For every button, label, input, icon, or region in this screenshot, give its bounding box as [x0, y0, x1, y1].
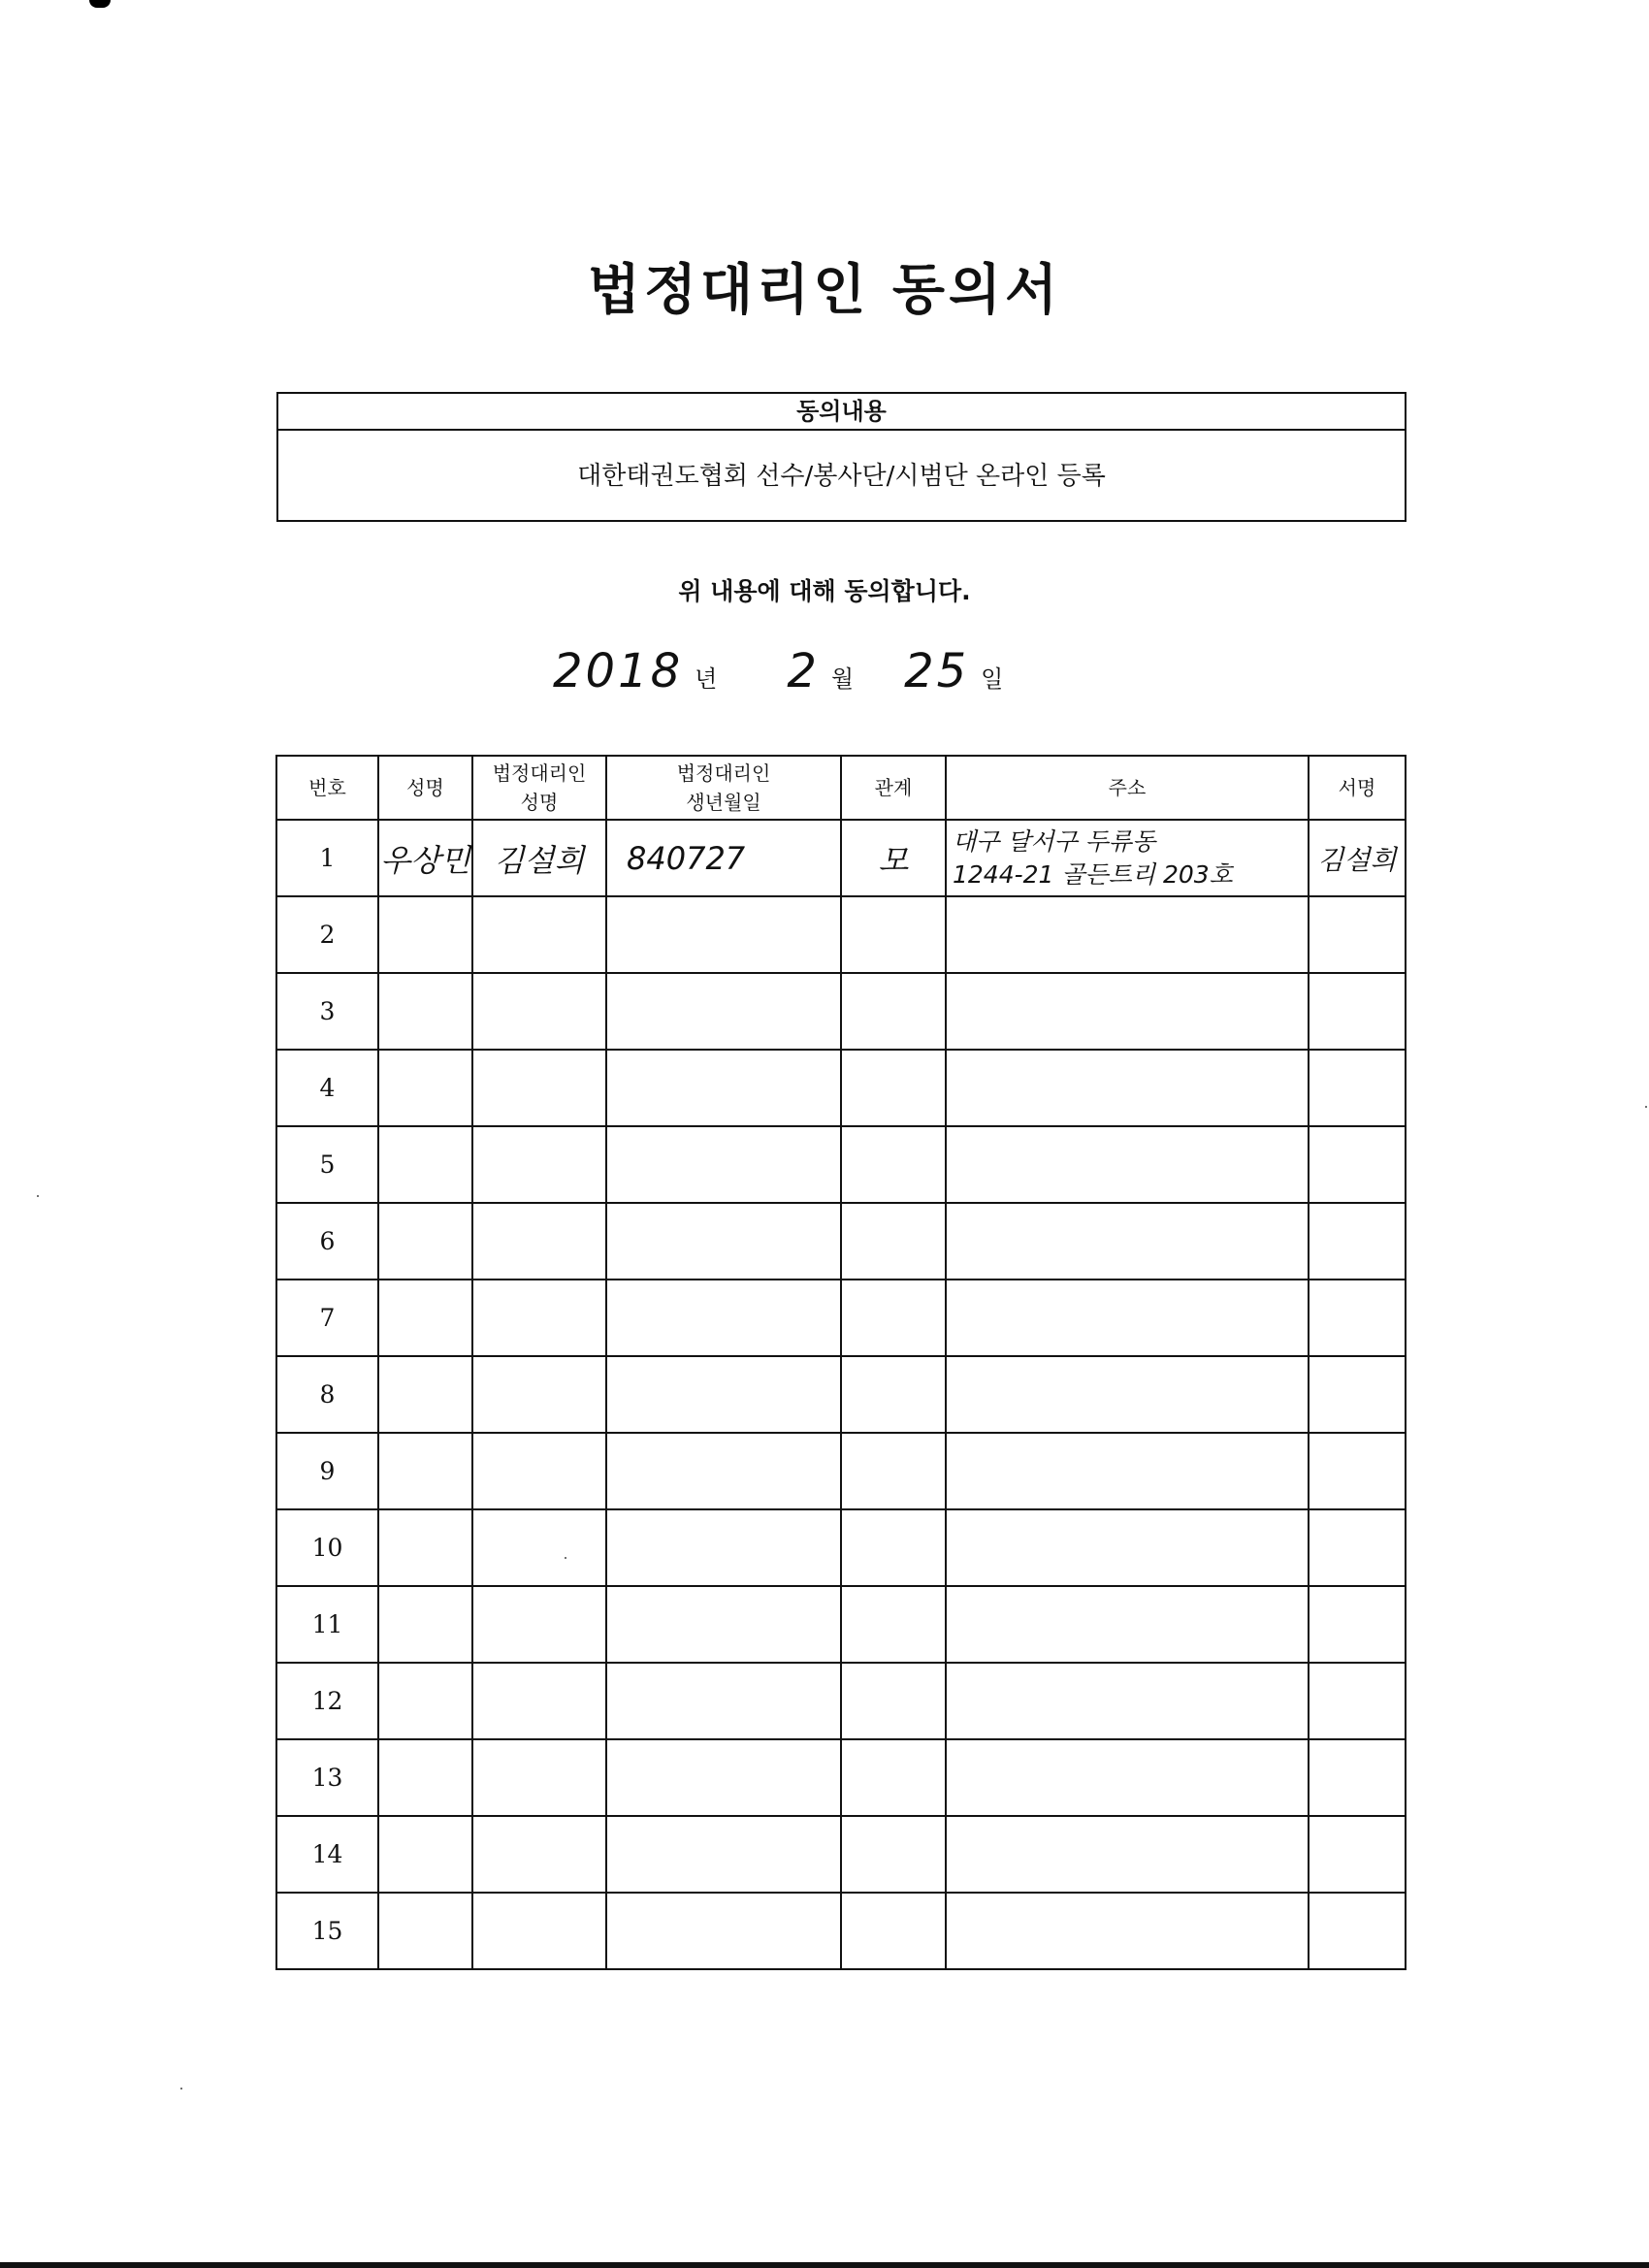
header-rep-name	[472, 756, 606, 820]
consent-body: 대한태권도협회 선수/봉사단/시범단 온라인 등록	[577, 462, 1106, 491]
table-row	[276, 1126, 1406, 1203]
cell-rep-name	[472, 973, 606, 1050]
cell-relation	[841, 1280, 946, 1356]
cell-rep-birth	[606, 1280, 841, 1356]
cell-name	[378, 1126, 472, 1203]
cell-no: 12	[276, 1663, 378, 1739]
cell-rep-birth: 840727	[606, 820, 841, 896]
cell-signature	[1309, 1893, 1406, 1969]
date-year-unit: 년	[695, 665, 718, 693]
consent-header: 동의내용	[278, 394, 1405, 431]
cell-no: 9	[276, 1433, 378, 1509]
cell-address	[946, 1280, 1309, 1356]
table-body	[276, 820, 1406, 1969]
cell-rep-birth	[606, 1126, 841, 1203]
cell-relation	[841, 1126, 946, 1203]
table-row	[276, 1893, 1406, 1969]
date-line	[553, 644, 1017, 712]
cell-address	[946, 1739, 1309, 1816]
table-row	[276, 1816, 1406, 1893]
header-name: 성명	[378, 756, 472, 820]
cell-rep-name	[472, 1050, 606, 1126]
table-row	[276, 1509, 1406, 1586]
cell-rep-name	[472, 896, 606, 973]
header-address: 주소	[946, 756, 1309, 820]
cell-no: 7	[276, 1280, 378, 1356]
cell-name: 우상민	[378, 820, 472, 896]
cell-no: 6	[276, 1203, 378, 1280]
cell-relation	[841, 1203, 946, 1280]
cell-address	[946, 1663, 1309, 1739]
cell-address-line1: 대구 달서구 두류동	[953, 826, 1156, 856]
cell-rep-birth	[606, 1203, 841, 1280]
cell-name	[378, 1739, 472, 1816]
cell-name	[378, 1663, 472, 1739]
cell-address	[946, 896, 1309, 973]
cell-rep-name	[472, 1433, 606, 1509]
cell-signature	[1309, 1586, 1406, 1663]
cell-rep-birth	[606, 1509, 841, 1586]
cell-no: 1	[276, 820, 378, 896]
cell-address	[946, 1203, 1309, 1280]
cell-relation	[841, 1893, 946, 1969]
cell-relation	[841, 896, 946, 973]
cell-address	[946, 1126, 1309, 1203]
cell-signature	[1309, 1356, 1406, 1433]
cell-name	[378, 973, 472, 1050]
cell-name	[378, 1586, 472, 1663]
cell-name	[378, 1433, 472, 1509]
date-day: 25	[904, 644, 970, 698]
cell-signature	[1309, 1126, 1406, 1203]
representative-table	[275, 755, 1406, 1970]
cell-no: 15	[276, 1893, 378, 1969]
cell-address	[946, 1509, 1309, 1586]
cell-name	[378, 1050, 472, 1126]
cell-relation	[841, 973, 946, 1050]
cell-rep-name	[472, 1739, 606, 1816]
cell-signature: 김설희	[1309, 820, 1406, 896]
header-rep-birth-line2: 생년월일	[686, 791, 761, 814]
agreement-statement: 위 내용에 대해 동의합니다.	[678, 577, 971, 605]
cell-address	[946, 1893, 1309, 1969]
date-month-unit: 월	[830, 665, 855, 693]
scan-edge-bottom	[0, 2262, 1649, 2268]
cell-signature	[1309, 1203, 1406, 1280]
header-rep-birth	[606, 756, 841, 820]
cell-name	[378, 1356, 472, 1433]
cell-no: 8	[276, 1356, 378, 1433]
table-header-row	[276, 756, 1406, 820]
table-row	[276, 1203, 1406, 1280]
consent-box	[276, 392, 1406, 522]
table-row	[276, 820, 1406, 896]
cell-address	[946, 973, 1309, 1050]
cell-no: 3	[276, 973, 378, 1050]
cell-signature	[1309, 1739, 1406, 1816]
cell-address	[946, 1433, 1309, 1509]
header-rep-name-line1: 법정대리인	[492, 761, 587, 785]
cell-rep-birth	[606, 1356, 841, 1433]
cell-rep-birth	[606, 1739, 841, 1816]
cell-rep-name	[472, 1203, 606, 1280]
date-year: 2018	[553, 644, 684, 698]
cell-rep-birth	[606, 1050, 841, 1126]
cell-rep-birth	[606, 1586, 841, 1663]
cell-rep-name	[472, 1356, 606, 1433]
cell-signature	[1309, 973, 1406, 1050]
date-month: 2	[787, 644, 820, 698]
cell-rep-name: 김설희	[472, 820, 606, 896]
cell-address	[946, 820, 1309, 896]
document-title: 법정대리인 동의서	[587, 258, 1062, 322]
cell-signature	[1309, 1816, 1406, 1893]
scan-speck	[37, 1195, 39, 1197]
cell-name	[378, 1816, 472, 1893]
cell-address	[946, 1816, 1309, 1893]
cell-rep-name	[472, 1663, 606, 1739]
header-rep-name-line2: 성명	[520, 791, 559, 814]
cell-no: 10	[276, 1509, 378, 1586]
scan-speck	[180, 2088, 182, 2090]
table-row	[276, 973, 1406, 1050]
cell-rep-birth	[606, 973, 841, 1050]
cell-address	[946, 1586, 1309, 1663]
cell-no: 5	[276, 1126, 378, 1203]
cell-signature	[1309, 1050, 1406, 1126]
cell-no: 14	[276, 1816, 378, 1893]
cell-rep-birth	[606, 1433, 841, 1509]
cell-no: 4	[276, 1050, 378, 1126]
cell-rep-birth	[606, 1893, 841, 1969]
table-row	[276, 1663, 1406, 1739]
cell-rep-birth	[606, 1663, 841, 1739]
cell-rep-name	[472, 1586, 606, 1663]
scan-speck	[1645, 1106, 1647, 1108]
cell-name	[378, 896, 472, 973]
table-row	[276, 896, 1406, 973]
cell-relation	[841, 1050, 946, 1126]
header-rep-birth-line1: 법정대리인	[676, 761, 771, 785]
cell-rep-birth	[606, 1816, 841, 1893]
header-relation: 관계	[841, 756, 946, 820]
cell-relation	[841, 1816, 946, 1893]
cell-address	[946, 1050, 1309, 1126]
cell-signature	[1309, 1663, 1406, 1739]
cell-name	[378, 1203, 472, 1280]
cell-relation	[841, 1586, 946, 1663]
cell-signature	[1309, 896, 1406, 973]
cell-relation	[841, 1356, 946, 1433]
table-row	[276, 1356, 1406, 1433]
table-row	[276, 1280, 1406, 1356]
table-row	[276, 1739, 1406, 1816]
cell-relation	[841, 1739, 946, 1816]
cell-no: 2	[276, 896, 378, 973]
cell-name	[378, 1280, 472, 1356]
cell-relation	[841, 1433, 946, 1509]
cell-rep-birth	[606, 896, 841, 973]
cell-rep-name	[472, 1816, 606, 1893]
cell-rep-name	[472, 1509, 606, 1586]
date-day-unit: 일	[981, 665, 1004, 693]
cell-address-line2: 1244-21 골든트리 203호	[953, 859, 1233, 889]
table-row	[276, 1050, 1406, 1126]
cell-rep-name	[472, 1893, 606, 1969]
cell-rep-name	[472, 1126, 606, 1203]
cell-relation: 모	[841, 820, 946, 896]
cell-rep-name	[472, 1280, 606, 1356]
header-no: 번호	[276, 756, 378, 820]
cell-relation	[841, 1509, 946, 1586]
cell-signature	[1309, 1509, 1406, 1586]
cell-no: 11	[276, 1586, 378, 1663]
table-row	[276, 1433, 1406, 1509]
cell-address	[946, 1356, 1309, 1433]
header-signature: 서명	[1309, 756, 1406, 820]
scan-artifact-top	[89, 0, 111, 8]
cell-signature	[1309, 1433, 1406, 1509]
cell-name	[378, 1893, 472, 1969]
cell-name	[378, 1509, 472, 1586]
cell-signature	[1309, 1280, 1406, 1356]
table-row	[276, 1586, 1406, 1663]
cell-no: 13	[276, 1739, 378, 1816]
cell-relation	[841, 1663, 946, 1739]
